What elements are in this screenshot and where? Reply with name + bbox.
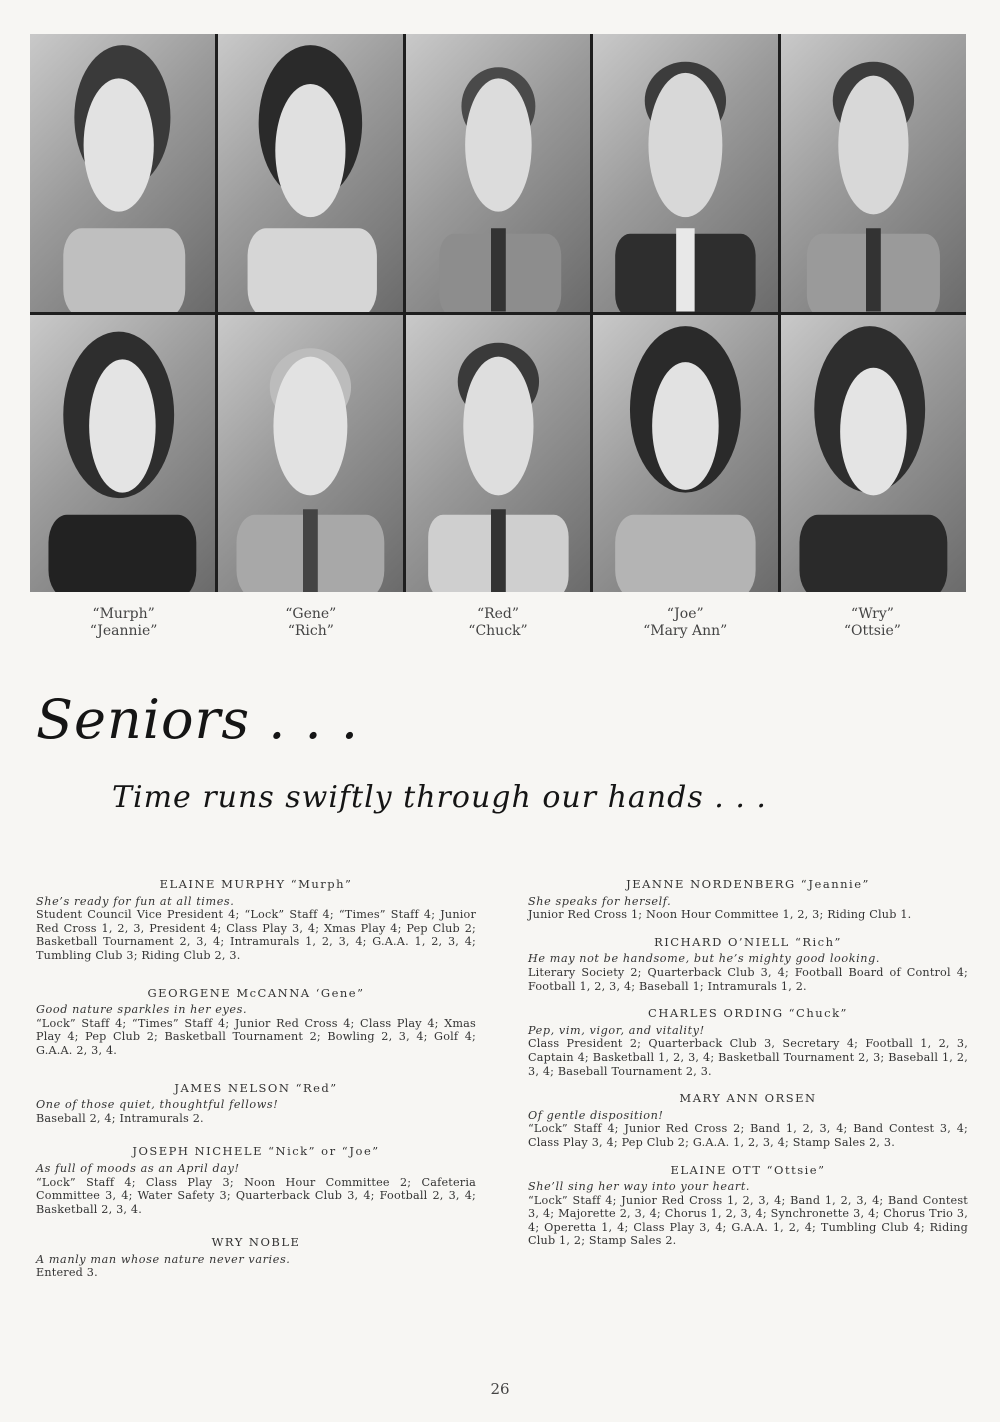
senior-activities: Student Council Vice President 4; “Lock” Staff 4; “Times” Staff 4; Junior Red Cross 1, 2, 3, President 4; Class Play 3, 4; Xmas Play 4; Pep Club 2; Basketball Tournament 2, 3, 4; Intramurals 1, 2, 3, 4; G.A.A. 1, 2, 3, 4; Tumbling Club 3; Riding Club 2, 3. xyxy=(36,908,476,962)
senior-motto: Good nature sparkles in her eyes. xyxy=(36,1003,248,1017)
page-number: 26 xyxy=(490,1380,510,1398)
left-column xyxy=(36,878,476,1294)
senior-activities: Baseball 2, 4; Intramurals 2. xyxy=(36,1111,204,1125)
senior-name: ELAINE OTT “Ottsie” xyxy=(670,1162,826,1177)
senior-activities: “Lock” Staff 4; “Times” Staff 4; Junior Red Cross 4; Class Play 4; Xmas Play 4; Pep Club 2; Basketball Tournament 2; Bowling 2, 3, 4; Golf 4; G.A.A. 2, 3, 4. xyxy=(36,1016,476,1057)
senior-name: MARY ANN ORSEN xyxy=(679,1091,817,1106)
senior-motto: Of gentle disposition! xyxy=(528,1108,664,1122)
senior-name: GEORGENE McCANNA ‘Gene” xyxy=(147,985,365,1000)
page-subtitle: Time runs swiftly through our hands . . . xyxy=(112,780,767,815)
portrait-photo xyxy=(781,315,966,593)
portrait-photo xyxy=(218,34,403,312)
right-column xyxy=(528,878,968,1262)
senior-name: JOSEPH NICHELE “Nick” or “Joe” xyxy=(132,1144,380,1159)
portrait-photo xyxy=(406,34,591,312)
senior-entry xyxy=(36,1082,476,1126)
portrait-photo xyxy=(781,34,966,312)
portrait-photo xyxy=(593,34,778,312)
senior-activities: Entered 3. xyxy=(36,1266,98,1280)
senior-activities: Class President 2; Quarterback Club 3, Secretary 4; Football 1, 2, 3, Captain 4; Basketball 1, 2, 3, 4; Basketball Tournament 2, 3; Baseball 1, 2, 3, 4; Baseball Tournament 2, 3. xyxy=(528,1037,968,1078)
page-title: Seniors . . . xyxy=(36,688,360,751)
caption-bottom: “Chuck” xyxy=(468,623,528,639)
senior-entry xyxy=(36,1236,476,1280)
caption-top: “Murph” xyxy=(92,606,155,622)
senior-motto: A manly man whose nature never varies. xyxy=(36,1252,291,1266)
senior-motto: She’ll sing her way into your heart. xyxy=(528,1180,751,1194)
portrait-photo xyxy=(218,315,403,593)
senior-entry xyxy=(36,987,476,1058)
senior-motto: He may not be handsome, but he’s mighty good looking. xyxy=(528,952,880,966)
senior-entry xyxy=(528,936,968,993)
caption-pair xyxy=(592,606,779,640)
senior-activities: “Lock” Staff 4; Junior Red Cross 1, 2, 3, 4; Band 1, 2, 3, 4; Band Contest 3, 4; Majorette 2, 3, 4; Chorus 1, 2, 3, 4; Synchronette 3, 4; Chorus Trio 3, 4; Operetta 1, 4; Class Play 3, 4; G.A.A. 1, 2, 4; Tumbling Club 4; Riding Club 1, 2; Stamp Sales 2. xyxy=(528,1193,968,1248)
senior-entry xyxy=(36,878,476,963)
caption-top: “Red” xyxy=(476,606,520,622)
senior-entry xyxy=(528,878,968,922)
caption-top: “Gene” xyxy=(285,606,337,622)
senior-entry xyxy=(528,1007,968,1078)
caption-top: “Joe” xyxy=(666,606,704,622)
caption-pair xyxy=(217,606,404,640)
senior-name: CHARLES ORDING “Chuck” xyxy=(648,1006,848,1021)
caption-bottom: “Ottsie” xyxy=(843,623,901,639)
caption-pair xyxy=(779,606,966,640)
senior-activities: Literary Society 2; Quarterback Club 3, 4; Football Board of Control 4; Football 1, 2, 3, 4; Baseball 1; Intramurals 1, 2. xyxy=(528,965,968,993)
portrait-grid xyxy=(30,34,966,592)
senior-name: RICHARD O’NIELL “Rich” xyxy=(654,934,842,949)
caption-bottom: “Mary Ann” xyxy=(643,623,728,639)
senior-motto: As full of moods as an April day! xyxy=(36,1161,240,1175)
caption-top: “Wry” xyxy=(850,606,894,622)
senior-name: JAMES NELSON “Red” xyxy=(174,1080,338,1095)
senior-name: WRY NOBLE xyxy=(211,1235,301,1250)
senior-motto: She speaks for herself. xyxy=(528,894,672,908)
senior-motto: Pep, vim, vigor, and vitality! xyxy=(528,1023,705,1037)
senior-motto: One of those quiet, thoughtful fellows! xyxy=(36,1098,279,1112)
nickname-captions xyxy=(30,606,966,640)
senior-entry xyxy=(528,1164,968,1249)
portrait-photo xyxy=(406,315,591,593)
portrait-photo xyxy=(593,315,778,593)
senior-activities: “Lock” Staff 4; Class Play 3; Noon Hour Committee 2; Cafeteria Committee 3, 4; Water Safety 3; Quarterback Club 3, 4; Football 2, 3, 4; Basketball 2, 3, 4. xyxy=(36,1175,476,1216)
caption-pair xyxy=(404,606,591,640)
senior-entry xyxy=(36,1145,476,1216)
senior-entry xyxy=(528,1092,968,1149)
caption-bottom: “Jeannie” xyxy=(89,623,158,639)
senior-motto: She’s ready for fun at all times. xyxy=(36,894,235,908)
caption-bottom: “Rich” xyxy=(287,623,334,639)
senior-activities: “Lock” Staff 4; Junior Red Cross 2; Band 1, 2, 3, 4; Band Contest 3, 4; Class Play 3, 4; Pep Club 2; G.A.A. 1, 2, 3, 4; Stamp Sales 2, 3. xyxy=(528,1122,968,1149)
senior-name: ELAINE MURPHY “Murph” xyxy=(159,877,353,891)
portrait-photo xyxy=(30,34,215,312)
portrait-photo xyxy=(30,315,215,593)
senior-name: JEANNE NORDENBERG “Jeannie” xyxy=(626,877,870,891)
caption-pair xyxy=(30,606,217,640)
senior-activities: Junior Red Cross 1; Noon Hour Committee 1, 2, 3; Riding Club 1. xyxy=(528,908,912,922)
